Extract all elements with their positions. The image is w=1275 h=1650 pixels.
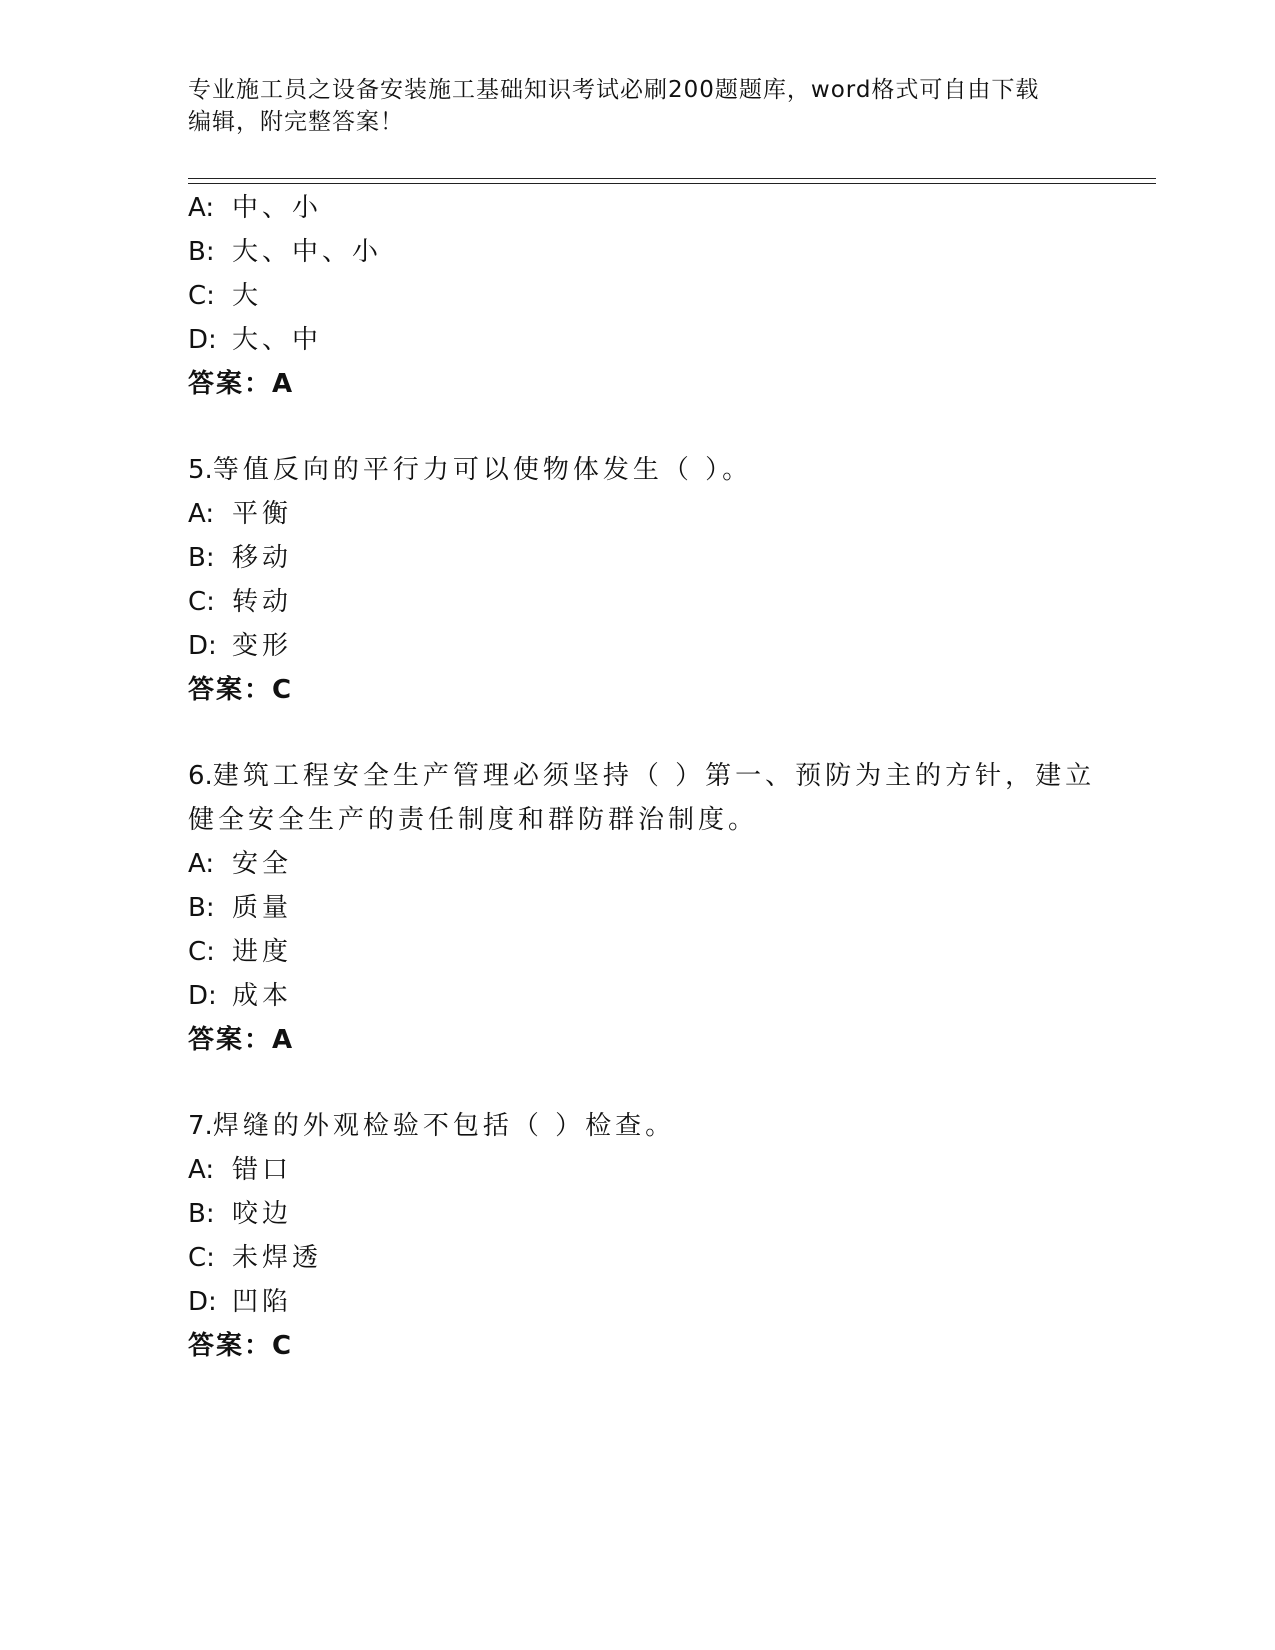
- q5-option-d: D: 变形: [188, 631, 293, 661]
- header-divider-bottom: [188, 183, 1156, 184]
- q7-option-d: D: 凹陷: [188, 1287, 293, 1317]
- header-line-1: 专业施工员之设备安装施工基础知识考试必刷200题题库，word格式可自由下载: [188, 77, 1040, 103]
- q7-option-a: A: 错口: [188, 1155, 293, 1185]
- document-header: [188, 74, 1088, 138]
- q6-stem-line-1: 6.建筑工程安全生产管理必须坚持（ ）第一、预防为主的方针，建立: [188, 761, 1096, 791]
- header-divider-top: [188, 178, 1156, 179]
- q5-option-b: B: 移动: [188, 543, 293, 573]
- q6-option-d: D: 成本: [188, 981, 293, 1011]
- q4-option-b: B: 大、中、小: [188, 237, 383, 267]
- q4-answer: 答案：A: [188, 369, 295, 399]
- q5-stem: 5.等值反向的平行力可以使物体发生（ ）。: [188, 455, 753, 485]
- q5-option-a: A: 平衡: [188, 499, 293, 529]
- q7-answer: 答案：C: [188, 1331, 294, 1361]
- q4-option-a: A: 中、小: [188, 193, 323, 223]
- header-line-2: 编辑，附完整答案！: [188, 109, 404, 135]
- q7-option-b: B: 咬边: [188, 1199, 293, 1229]
- q6-answer: 答案：A: [188, 1025, 295, 1055]
- q5-option-c: C: 转动: [188, 587, 293, 617]
- q7-stem: 7.焊缝的外观检验不包括（ ）检查。: [188, 1111, 676, 1141]
- q4-option-d: D: 大、中: [188, 325, 323, 355]
- q4-option-c: C: 大: [188, 281, 263, 311]
- q6-stem-line-2: 健全安全生产的责任制度和群防群治制度。: [188, 805, 759, 835]
- q6-option-b: B: 质量: [188, 893, 293, 923]
- q6-option-c: C: 进度: [188, 937, 293, 967]
- q5-answer: 答案：C: [188, 675, 294, 705]
- q7-option-c: C: 未焊透: [188, 1243, 323, 1273]
- q6-option-a: A: 安全: [188, 849, 293, 879]
